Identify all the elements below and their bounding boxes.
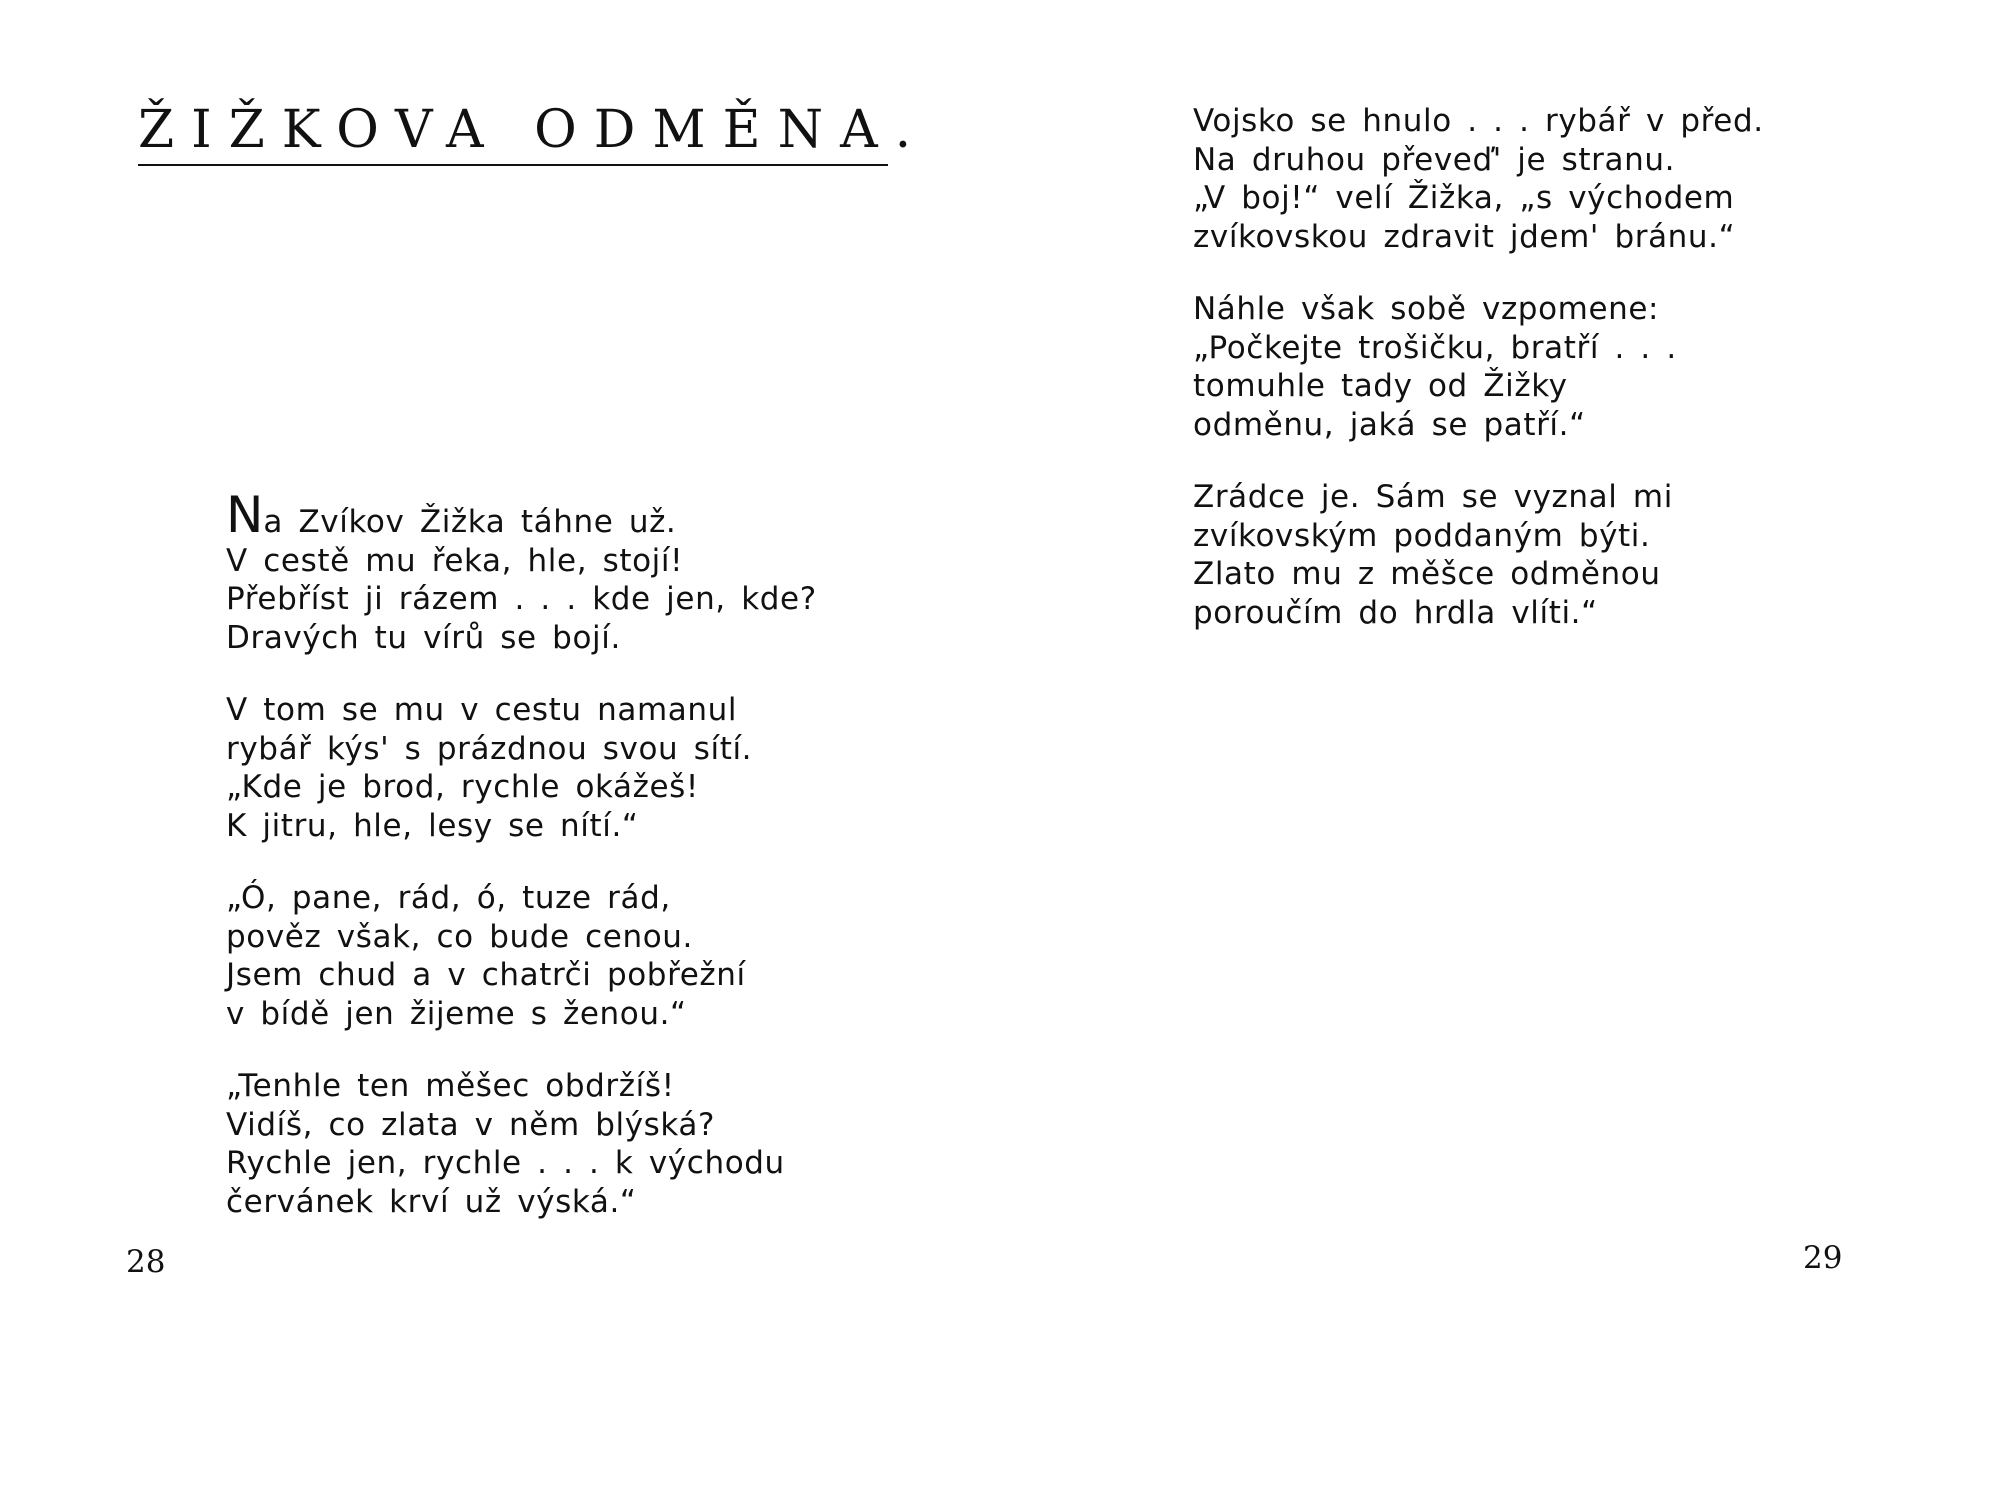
poem-line: odměnu, jaká se patří.“ [1193,406,1586,443]
poem-line: „Kde je brod, rychle okážeš! [226,769,699,805]
poem-line: „Počkejte trošičku, bratří . . . [1193,329,1677,366]
poem-line: V tom se mu v cestu namanul [226,692,738,728]
poem-line: v bídě jen žijeme s ženou.“ [226,995,687,1032]
poem-line: Náhle však sobě vzpomene: [1193,291,1660,327]
poem-line: „Tenhle ten měšec obdržíš! [226,1068,675,1104]
poem-line: Jsem chud a v chatrči pobřežní [226,957,746,993]
stanza [1193,102,1873,256]
poem-line: Přebříst ji rázem . . . kde jen, kde? [226,581,817,617]
poem-line: zvíkovskou zdravit jdem' bránu.“ [1193,218,1736,255]
poem-line: V cestě mu řeka, hle, stojí! [226,542,684,579]
poem-line: Zrádce je. Sám se vyznal mi [1193,479,1673,515]
poem-line: „Ó, pane, rád, ó, tuze rád, [226,880,671,916]
stanza [1193,290,1873,444]
poem-line: Vojsko se hnulo . . . rybář v před. [1193,103,1764,139]
drop-initial: N [226,486,264,544]
poem-left [226,486,906,1255]
poem-line: tomuhle tady od Žižky [1193,368,1568,404]
poem-line: poroučím do hrdla vlíti.“ [1193,594,1598,631]
poem-title: ŽIŽKOVA ODMĚNA. [138,98,888,166]
stanza [226,1067,906,1221]
stanza [226,879,906,1033]
stanza [1193,478,1873,632]
poem-line: „V boj!“ velí Žižka, „s východem [1193,180,1735,216]
poem-line: červánek krví už výská.“ [226,1183,637,1220]
poem-line: Na druhou převeď' je stranu. [1193,141,1676,178]
poem-line [226,486,906,544]
poem-line: Zlato mu z měšce odměnou [1193,556,1661,592]
poem-line: zvíkovským poddaným býti. [1193,517,1651,554]
poem-line: K jitru, hle, lesy se nítí.“ [226,807,639,844]
poem-line: Dravých tu vírů se bojí. [226,619,621,656]
stanza [226,691,906,845]
poem-right [1193,102,1873,666]
page-number-right: 29 [1803,1240,1843,1276]
poem-line: rybář kýs' s prázdnou svou sítí. [226,730,753,767]
stanza [226,486,906,657]
poem-line: pověz však, co bude cenou. [226,918,693,955]
page-number-left: 28 [126,1244,166,1280]
poem-line: Rychle jen, rychle . . . k východu [226,1145,785,1181]
poem-line-text: a Zvíkov Žižka táhne už. [263,504,677,540]
poem-line: Vidíš, co zlata v něm blýská? [226,1106,716,1143]
right-page [1000,0,2000,1500]
